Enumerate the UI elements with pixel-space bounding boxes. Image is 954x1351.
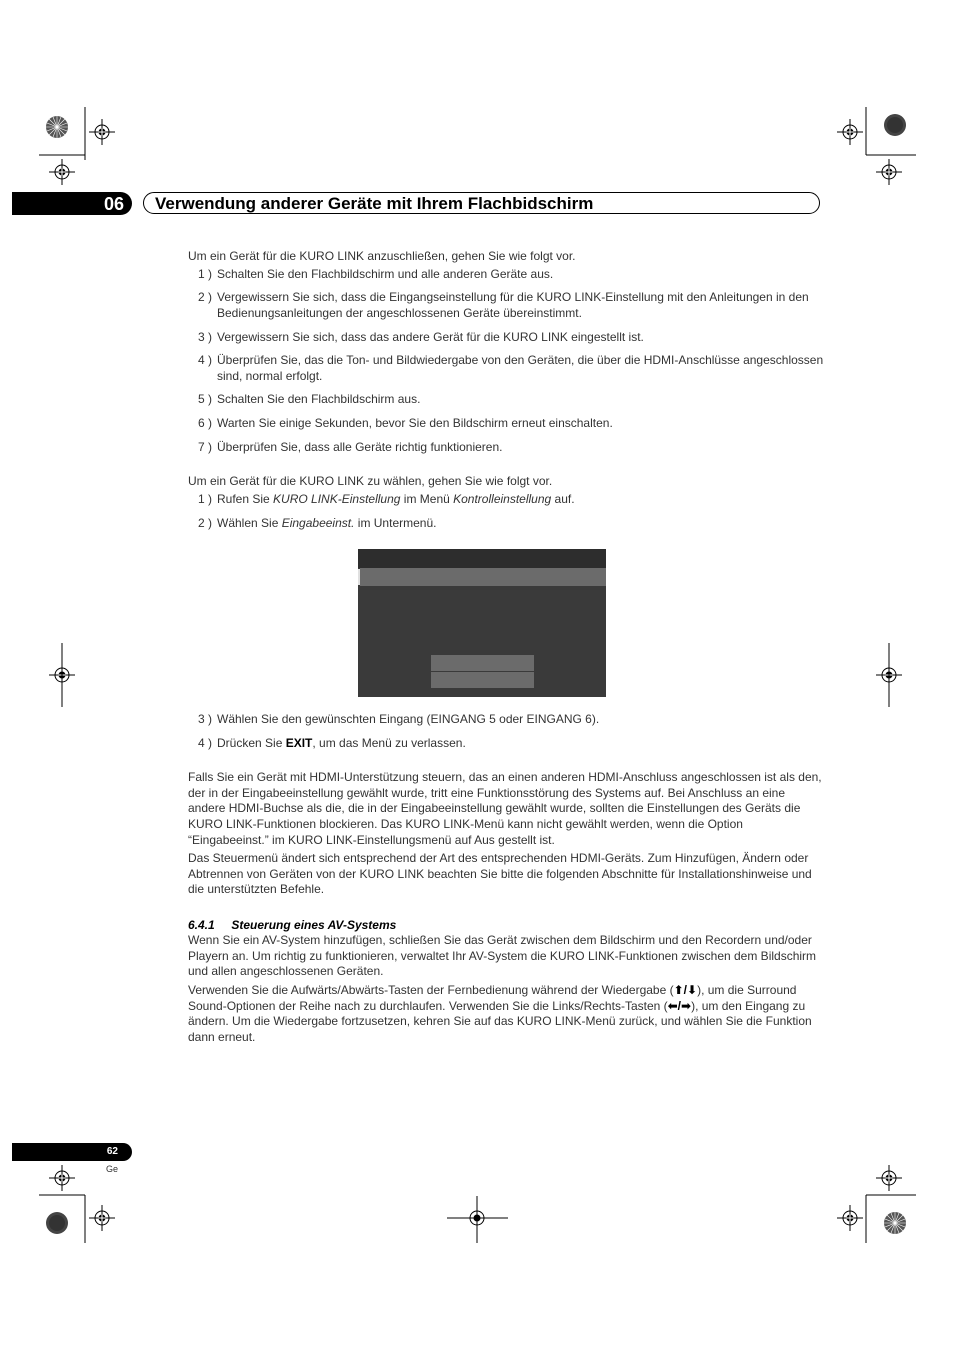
step-text: Überprüfen Sie, dass alle Geräte richtig funktionieren.	[217, 440, 503, 454]
menu-name: Eingabeeinst.	[281, 516, 355, 530]
step-number: 3 )	[198, 330, 213, 344]
text-run: im Menü	[400, 492, 454, 506]
subsection-number: 6.4.1	[188, 918, 215, 932]
note-paragraph-2: Das Steuermenü ändert sich entsprechend der Art des entsprechenden HDMI-Geräts. Zum Hinzufügen, Ändern oder Abtrennen von Geräten von der KURO LINK beachten Sie bitte die folgenden Abschnitte für Installationshinweise und die unterstützten Befehle.	[188, 851, 812, 897]
step-number: 4 )	[198, 736, 213, 750]
section2-step-2	[198, 516, 824, 532]
menu-highlighted-row	[360, 568, 606, 586]
step-number: 2 )	[198, 290, 213, 304]
text-run: Drücken Sie	[217, 736, 286, 750]
section1-step-5	[198, 392, 824, 408]
step-number: 1 )	[198, 267, 213, 281]
step-number: 5 )	[198, 392, 213, 406]
step-text: Wählen Sie den gewünschten Eingang (EINGANG 5 oder EINGANG 6).	[217, 712, 600, 726]
step-number: 3 )	[198, 712, 213, 726]
menu-screen-illustration	[358, 549, 606, 697]
exit-key-label: EXIT	[285, 736, 313, 750]
subsection-paragraph-2	[188, 983, 824, 1046]
text-run: Verwenden Sie die Aufwärts/Abwärts-Tasten der Fernbedienung während der Wiedergabe (	[188, 983, 674, 997]
step-text: Schalten Sie den Flachbildschirm und alle anderen Geräte aus.	[217, 267, 554, 281]
step-number: 6 )	[198, 416, 213, 430]
menu-option-1	[431, 655, 534, 671]
text-run: im Untermenü.	[354, 516, 437, 530]
step-number: 1 )	[198, 492, 213, 506]
step-text: Vergewissern Sie sich, dass das andere Gerät für die KURO LINK eingestellt ist.	[217, 330, 644, 344]
section2-intro: Um ein Gerät für die KURO LINK zu wählen, gehen Sie wie folgt vor.	[188, 474, 553, 488]
section1-step-4	[198, 353, 824, 384]
subsection-title: Steuerung eines AV-Systems	[231, 918, 397, 932]
page-number: 62	[106, 1146, 118, 1157]
section1-step-1	[198, 267, 824, 283]
note-paragraph-1: Falls Sie ein Gerät mit HDMI-Unterstützung steuern, das an einen anderen HDMI-Anschluss angeschlossen ist als den, der in der Eingabeeinstellung gewählt wurde, tritt eine Funktionsstörung des Systems auf. Bei Anschluss an eine andere HDMI-Buchse als die, die in der Eingabeeinstellung gewählt wurde, sollten die Einstellungen des Geräts die KURO LINK-Funktionen blockieren. Das KURO LINK-Menü kann nicht gewählt werden, wenn die Option “Eingabeeinst.” im KURO LINK-Einstellungsmenü auf Aus gestellt ist.	[188, 770, 822, 847]
section2-step-3	[198, 712, 824, 728]
subsection-paragraph-1: Wenn Sie ein AV-System hinzufügen, schließen Sie das Gerät zwischen dem Bildschirm und den Recordern und/oder Playern an. Um richtig zu funktionieren, verwaltet Ihr AV-System die KURO LINK-Funktionen zwischen dem Bildschirm und allen angeschlossenen Geräten.	[188, 933, 817, 979]
step-number: 2 )	[198, 516, 213, 530]
text-run: ), um den Eingang zu ändern. Um die Wiedergabe fortzusetzen, kehren Sie auf das KURO LINK-Menü zurück, und wählen Sie die Funktion dann erneut.	[188, 998, 812, 1045]
section2-step-4	[198, 736, 824, 752]
text-run: Rufen Sie	[217, 492, 274, 506]
section1-step-6	[198, 416, 824, 432]
text-run: , um das Menü zu verlassen.	[312, 736, 466, 750]
text-run: Wählen Sie	[217, 516, 282, 530]
section2-step-1	[198, 492, 824, 508]
menu-name: Kontrolleinstellung	[453, 492, 552, 506]
step-text	[217, 516, 824, 532]
step-text	[217, 736, 824, 752]
step-text: Überprüfen Sie, das die Ton- und Bildwiedergabe von den Geräten, die über die HDMI-Anschlüsse angeschlossen sind, normal erfolgt.	[217, 353, 824, 383]
menu-option-2	[431, 672, 534, 688]
menu-title-bar	[358, 549, 606, 568]
language-code: Ge	[106, 1164, 119, 1174]
chapter-badge	[12, 192, 132, 215]
section1-step-7	[198, 440, 824, 456]
left-right-arrow-icons: ⬅/➡	[667, 998, 692, 1013]
step-text: Vergewissern Sie sich, dass die Eingangseinstellung für die KURO LINK-Einstellung mit den Anleitungen in den Bedienungsanleitungen der angeschlossenen Geräte übereinstimmt.	[217, 290, 809, 320]
section1-step-3	[198, 330, 824, 346]
chapter-title: Verwendung anderer Geräte mit Ihrem Flachbidschirm	[155, 194, 594, 213]
chapter-number: 06	[103, 194, 124, 214]
section1-intro: Um ein Gerät für die KURO LINK anzuschließen, gehen Sie wie folgt vor.	[188, 249, 576, 263]
step-text: Warten Sie einige Sekunden, bevor Sie den Bildschirm erneut einschalten.	[217, 416, 613, 430]
step-number: 7 )	[198, 440, 213, 454]
step-number: 4 )	[198, 353, 213, 367]
page-number-badge	[12, 1143, 132, 1161]
up-down-arrow-icons: ⬆/⬇	[673, 983, 698, 997]
chapter-title-box	[143, 192, 820, 214]
text-run: auf.	[551, 492, 575, 506]
step-text: Schalten Sie den Flachbildschirm aus.	[217, 392, 421, 406]
menu-name: KURO LINK-Einstellung	[273, 492, 401, 506]
subsection-heading	[188, 918, 396, 932]
section1-step-2	[198, 290, 824, 321]
step-text	[217, 492, 824, 508]
text-run: ), um die Surround Sound-Optionen der Reihe nach zu durchlaufen. Verwenden Sie die Links/Rechts-Tasten (	[188, 983, 797, 1013]
